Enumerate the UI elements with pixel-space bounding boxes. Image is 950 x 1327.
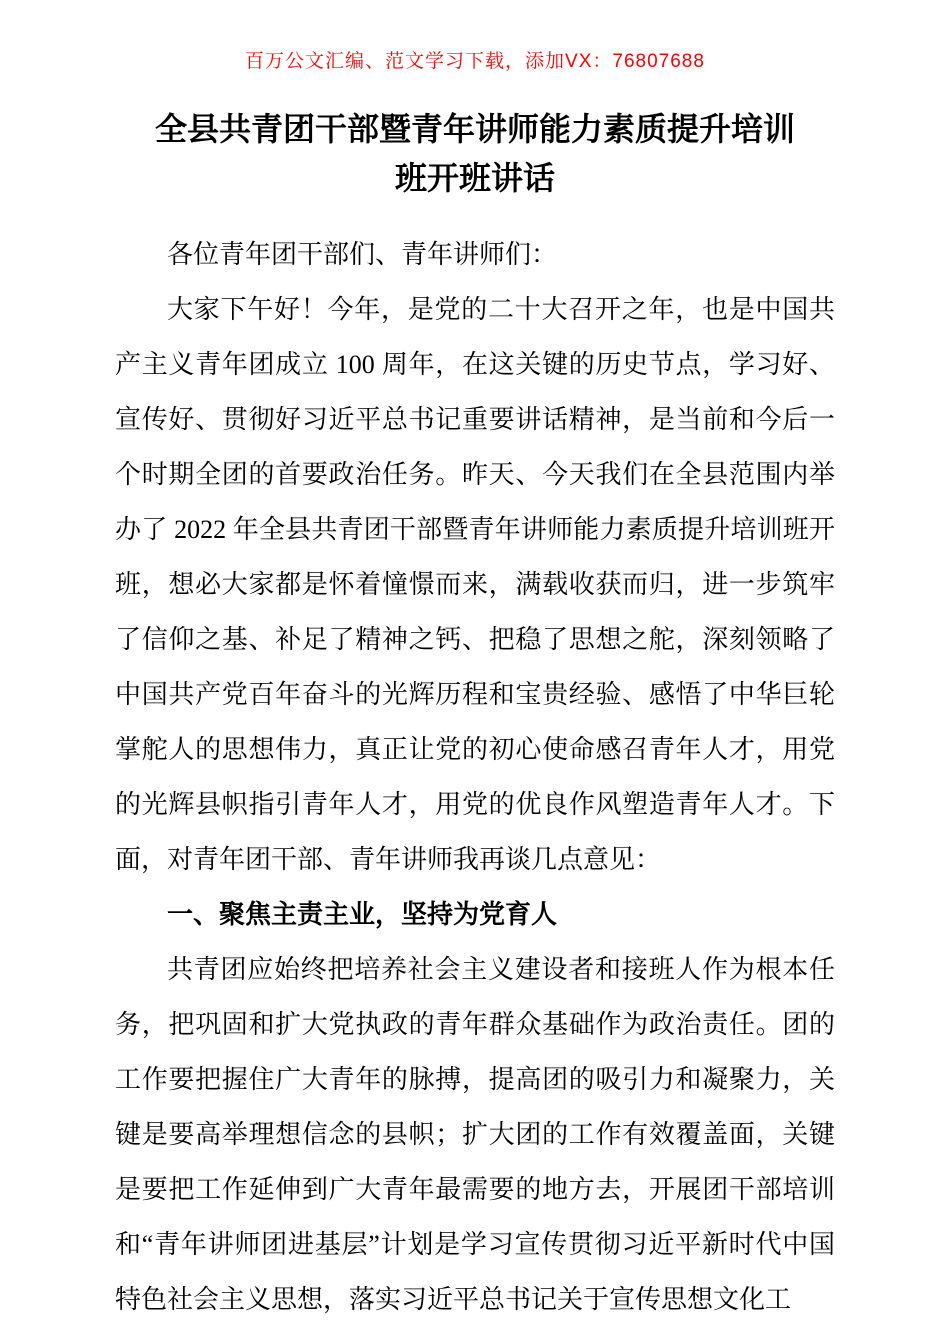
paragraph-salutation: 各位青年团干部们、青年讲师们： (167, 240, 558, 269)
paragraph-opening: 大家下午好！今年，是党的二十大召开之年，也是中国共产主义青年团成立 100 周年，在这关键的历史节点，学习好、宣传好、贯彻好习近平总书记重要讲话精神，是当前和今后一个时期全团的首要政治任务。昨天、今天我们在全县范围内举办了 2022 年全县共青团干部暨青年讲师能力素质提升培训班开班，想必大家都是怀着憧憬而来，满载收获而归，进一步筑牢了信仰之基、补足了精神之钙、把稳了思想之舵，深刻领略了中国共产党百年奋斗的光辉历程和宝贵经验、感悟了中华巨轮掌舵人的思想伟力，真正让党的初心使命感召青年人才，用党的光辉县帜指引青年人才，用党的优良作风塑造青年人才。下面，对青年团干部、青年讲师我再谈几点意见： (115, 295, 835, 874)
document-body (0, 203, 950, 1327)
paragraph-section-1-body: 共青团应始终把培养社会主义建设者和接班人作为根本任务，把巩固和扩大党执政的青年群众基础作为政治责任。团的工作要把握住广大青年的脉搏，提高团的吸引力和凝聚力，关键是要高举理想信念的县帜；扩大团的工作有效覆盖面，关键是要把工作延伸到广大青年最需要的地方去，开展团干部培训和“青年讲师团进基层”计划是学习宣传贯彻习近平新时代中国特色社会主义思想，落实习近平总书记关于宣传思想文化工 (115, 955, 835, 1314)
section-heading-1: 一、聚焦主责主业，坚持为党育人 (167, 900, 558, 929)
promo-banner: 百万公文汇编、范文学习下载，添加VX：76807688 (245, 51, 705, 72)
document-title: 全县共青团干部暨青年讲师能力素质提升培训班开班讲话 (154, 111, 795, 196)
